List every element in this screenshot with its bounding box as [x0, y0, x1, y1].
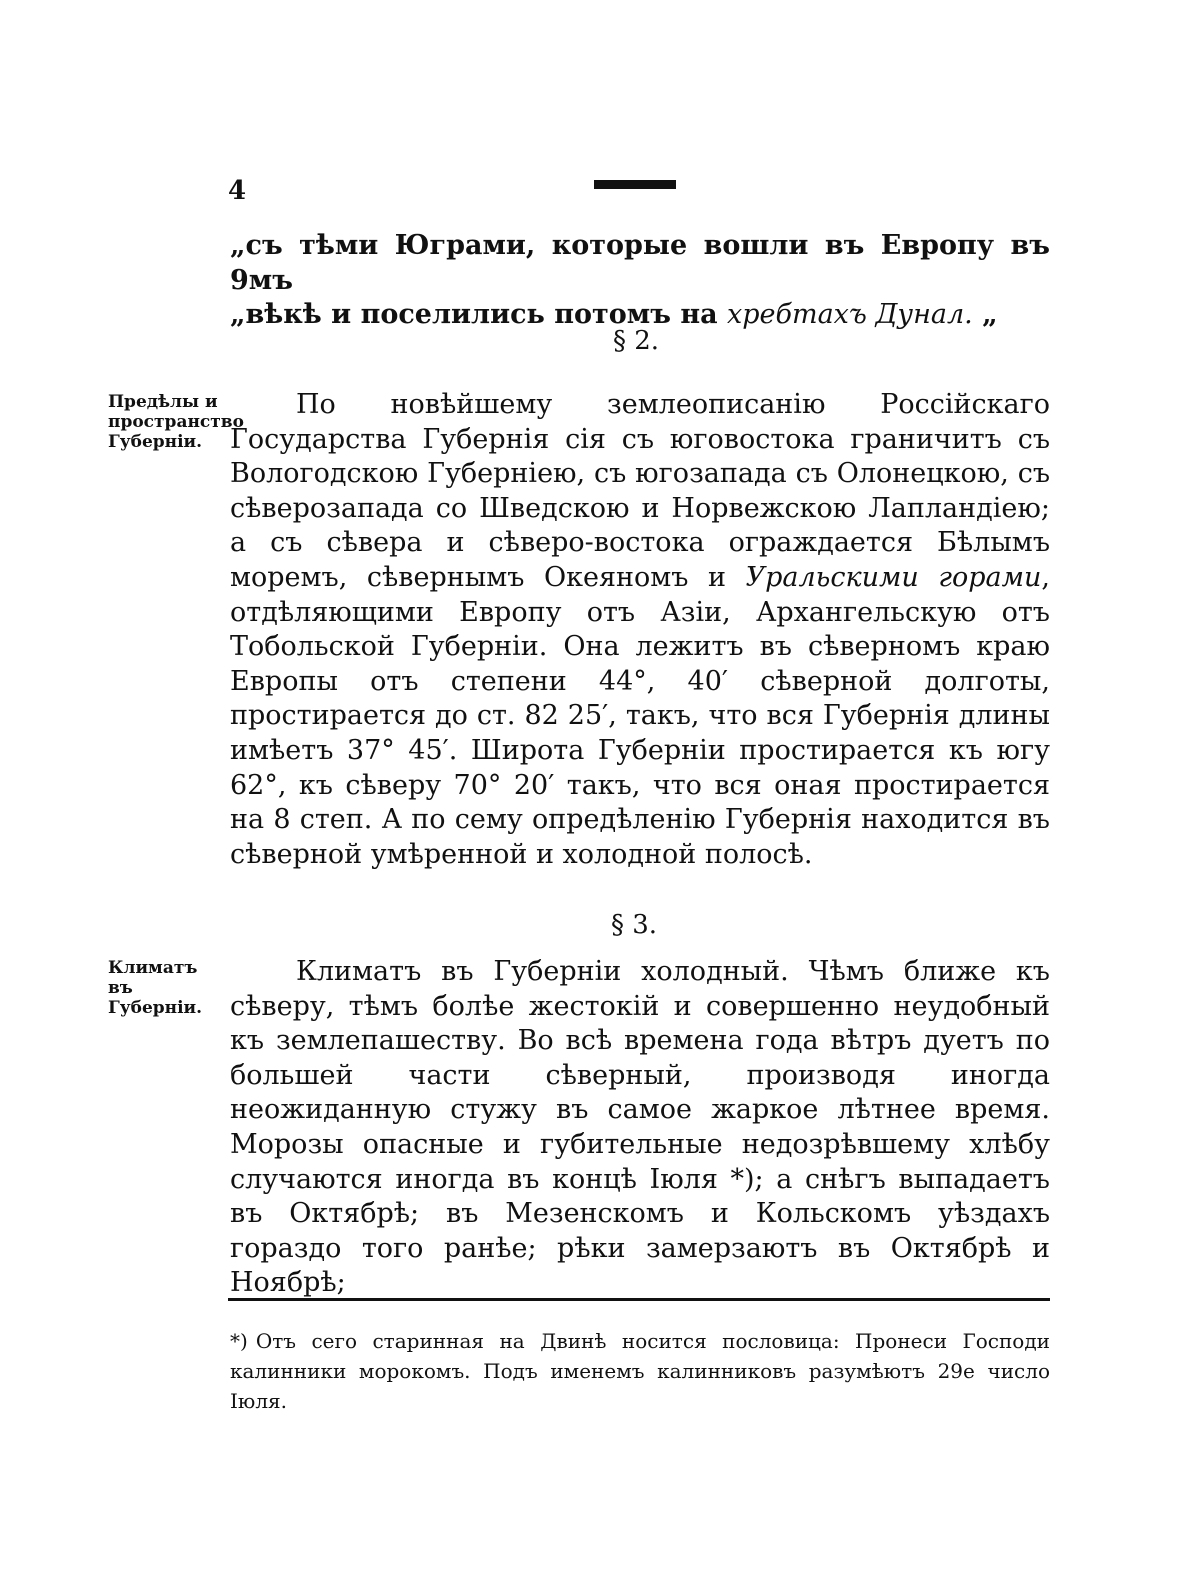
quote-line-1: „съ тѣми Юграми, которые вошли въ Европу въ 9мъ — [230, 230, 1050, 296]
section-3-paragraph: Климатъ въ Губерніи холодный. Чѣмъ ближе къ сѣверу, тѣмъ болѣе жестокій и совершенно неудобный къ землепашеству. Во всѣ времена года вѣтръ дуетъ по большей части сѣверный, производя иногда неожиданную стужу въ самое жаркое лѣтнее время. Морозы опасные и губительные недозрѣвшему хлѣбу случаются иногда въ концѣ Іюля *); а снѣгъ выпадаетъ въ Октябрѣ; въ Мезенскомъ и Кольскомъ уѣздахъ гораздо того ранѣе; рѣки замерзаютъ въ Октябрѣ и Ноябрѣ; — [230, 956, 1050, 1299]
quote-italic-phrase: хребтахъ Дунал. — [727, 299, 973, 331]
section-mark-2: § 2. — [612, 326, 660, 356]
section-mark-3: § 3. — [610, 910, 658, 940]
quote-line-2-start: „вѣкѣ и поселились потомъ на — [230, 299, 727, 331]
footnote-text: Отъ сего старинная на Двинѣ носится пословица: Пронеси Господи калинники морокомъ. Подъ именемъ калинниковъ разумѣютъ 29е число Іюля. — [230, 1329, 1050, 1413]
header-ornament-rule — [594, 180, 676, 189]
section-2-paragraph — [230, 388, 1050, 872]
quote-line-2-end: „ — [972, 299, 998, 331]
section-2-text-part-1: По новѣйшему землеописанію Россійскаго Государства Губернія сія съ юговостока граничитъ съ Вологодскою Губерніею, съ югозапада съ Олонецкою, съ сѣверозапада со Шведскою и Норвежскою Лапландіею; а съ сѣвера и сѣверо-востока ограждается Бѣлымъ моремъ, сѣвернымъ Океяномъ и — [230, 389, 1050, 593]
margin-note-climate: Климатъ въ Губерніи. — [108, 958, 203, 1018]
quote-paragraph — [230, 229, 1050, 333]
section-2-text-part-2: , отдѣляющими Европу отъ Азіи, Архангельскую отъ Тобольской Губерніи. Она лежитъ въ сѣверномъ краю Европы отъ степени 44°, 40′ сѣверной долготы, простирается до ст. 82 25′, такъ, что вся Губернія длины имѣетъ 37° 45′. Широта Губерніи простирается къ югу 62°, къ сѣверу 70° 20′ такъ, что вся оная простирается на 8 степ. А по сему опредѣленію Губернія находится въ сѣверной умѣренной и холодной полосѣ. — [230, 561, 1050, 870]
section-2-italic-phrase: Уральскими горами — [745, 561, 1042, 593]
footnote-divider — [228, 1298, 1050, 1301]
footnote — [230, 1326, 1050, 1416]
margin-note-borders: Предѣлы и пространство Губерніи. — [108, 392, 244, 452]
page-number: 4 — [228, 176, 247, 206]
footnote-marker: *) — [230, 1329, 248, 1353]
